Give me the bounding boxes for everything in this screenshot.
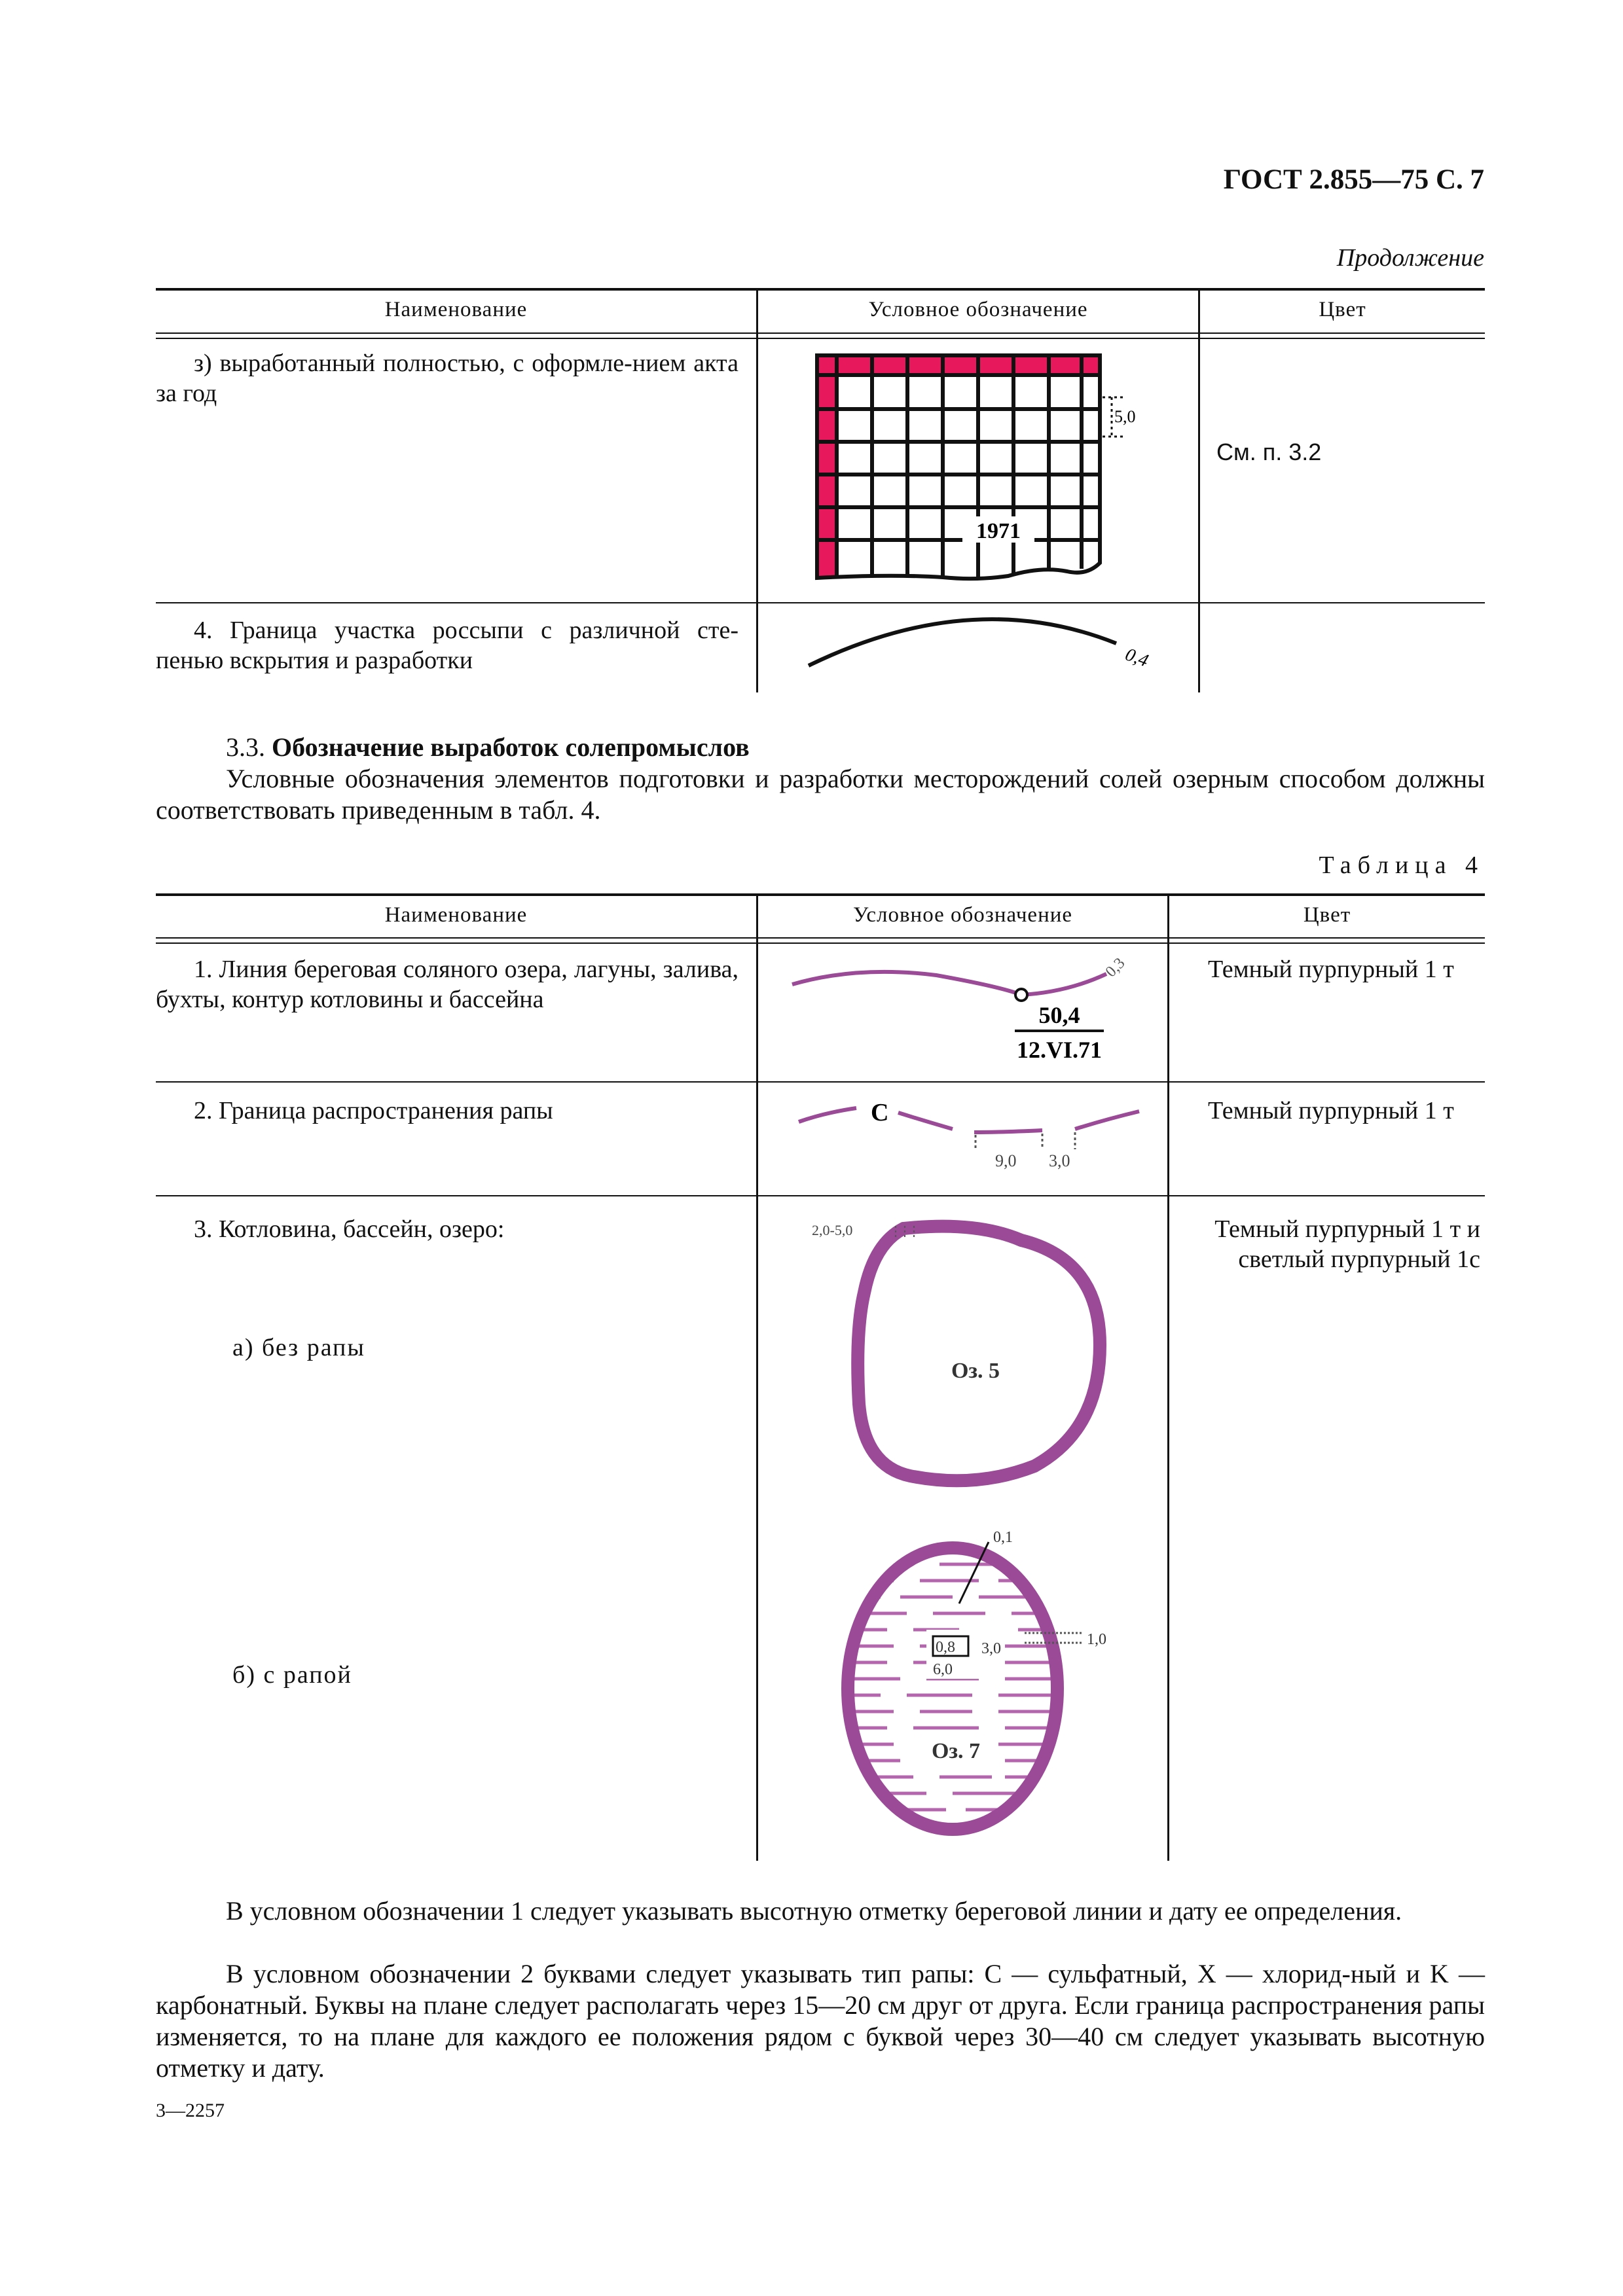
lake-b-d1: 0,1	[993, 1529, 1013, 1546]
t4-row3-color: Темный пурпурный 1 т и светлый пурпурный 1с	[1214, 1215, 1480, 1273]
table-top-rule	[156, 288, 1485, 291]
t4-row3-name: 3. Котловина, бассейн, озеро:	[194, 1215, 505, 1243]
section-text: Условные обозначения элементов подготовки и разработки месторождений солей озерным способом должны соответствовать приведенным в табл. 4.	[156, 764, 1485, 825]
row-color-see: См. п. 3.2	[1216, 439, 1322, 465]
grid-dim-label: 5,0	[1114, 407, 1136, 426]
section-title: Обозначение выработок солепромыслов	[272, 732, 750, 762]
t4-col-header-name: Наименование	[384, 903, 528, 927]
t4-col-divider-2	[1167, 893, 1169, 1861]
lake-without-brine-symbol	[812, 1214, 1126, 1502]
row-name-worked-out: з) выработанный полностью, с оформле-нием акта за год	[156, 350, 739, 407]
t4-row2-name: 2. Граница распространения рапы	[194, 1097, 553, 1124]
t4-col-divider-1	[756, 893, 758, 1861]
brine-boundary-symbol	[792, 1086, 1152, 1178]
worked-out-grid-symbol	[812, 350, 1152, 586]
col-header-symbol: Условное обозначение	[868, 298, 1088, 321]
col-header-name: Наименование	[384, 298, 528, 321]
lake-b-d5: 6,0	[933, 1661, 953, 1678]
print-code: 3—2257	[156, 2100, 225, 2121]
t4-row-divider-2	[156, 1195, 1485, 1196]
brine-type-letter: С	[871, 1099, 889, 1126]
paragraph-1: В условном обозначении 1 следует указывать высотную отметку береговой линии и дату ее определения.	[226, 1896, 1402, 1926]
lake-b-d3: 0,8	[936, 1639, 955, 1656]
placer-boundary-arc-symbol	[802, 612, 1169, 684]
row-name-placer-boundary: 4. Граница участка россыпи с различной сте-пенью вскрытия и разработки	[156, 617, 739, 674]
t4-top-rule	[156, 893, 1485, 896]
t4-row-divider-1	[156, 1081, 1485, 1083]
brine-dim1: 9,0	[995, 1151, 1017, 1170]
brine-dim2: 3,0	[1049, 1151, 1070, 1170]
paragraph-2: В условном обозначении 2 буквами следует указывать тип рапы: С — сульфатный, X — хлорид-ный и K — карбонатный. Буквы на плане следует располагать через 15—20 см друг от друга. Если граница распространения рапы изменяется, то на плане для каждого ее положения рядом с буквой через 30—40 см следует указывать высотную отметку и дату.	[156, 1959, 1485, 2083]
arc-dim-label: 0,4	[1122, 644, 1152, 672]
shoreline-dim-label: 0,3	[1102, 954, 1129, 981]
table-header-rule-1	[156, 332, 1485, 334]
t4-col-header-color: Цвет	[1303, 903, 1351, 927]
col-divider-1	[756, 288, 758, 692]
t4-header-rule-1	[156, 937, 1485, 939]
t4-header-rule-2	[156, 942, 1485, 944]
lake-a-label: Оз. 5	[951, 1359, 1000, 1383]
col-header-color: Цвет	[1319, 298, 1366, 321]
t4-col-header-symbol: Условное обозначение	[852, 903, 1073, 927]
shoreline-symbol	[786, 956, 1152, 1067]
t4-row1-color: Темный пурпурный 1 т	[1208, 956, 1454, 983]
lake-a-dim: 2,0-5,0	[812, 1222, 853, 1238]
shoreline-date: 12.VI.71	[1016, 1037, 1103, 1063]
table-header-rule-2	[156, 338, 1485, 339]
col-divider-2	[1198, 288, 1200, 692]
page-header: ГОСТ 2.855—75 С. 7	[1223, 164, 1484, 195]
section-number: 3.3.	[226, 732, 265, 762]
grid-year-label: 1971	[976, 519, 1021, 543]
shoreline-elevation: 50,4	[1038, 1002, 1080, 1028]
t4-row3-sub-a: а) без рапы	[232, 1334, 365, 1361]
table4-caption: Таблица 4	[1319, 852, 1484, 879]
table-row-divider	[156, 602, 1485, 603]
t4-row2-color: Темный пурпурный 1 т	[1208, 1097, 1454, 1124]
t4-row3-sub-b: б) с рапой	[232, 1661, 352, 1689]
continuation-label: Продолжение	[1336, 244, 1484, 272]
lake-with-brine-symbol	[822, 1518, 1136, 1846]
lake-b-label: Оз. 7	[931, 1739, 981, 1763]
t4-row1-name: 1. Линия береговая соляного озера, лагуны, залива, бухты, контур котловины и бассейна	[156, 956, 739, 1013]
section-heading	[226, 732, 1470, 763]
lake-b-d4: 3,0	[981, 1640, 1001, 1657]
lake-b-d2: 1,0	[1087, 1631, 1106, 1648]
